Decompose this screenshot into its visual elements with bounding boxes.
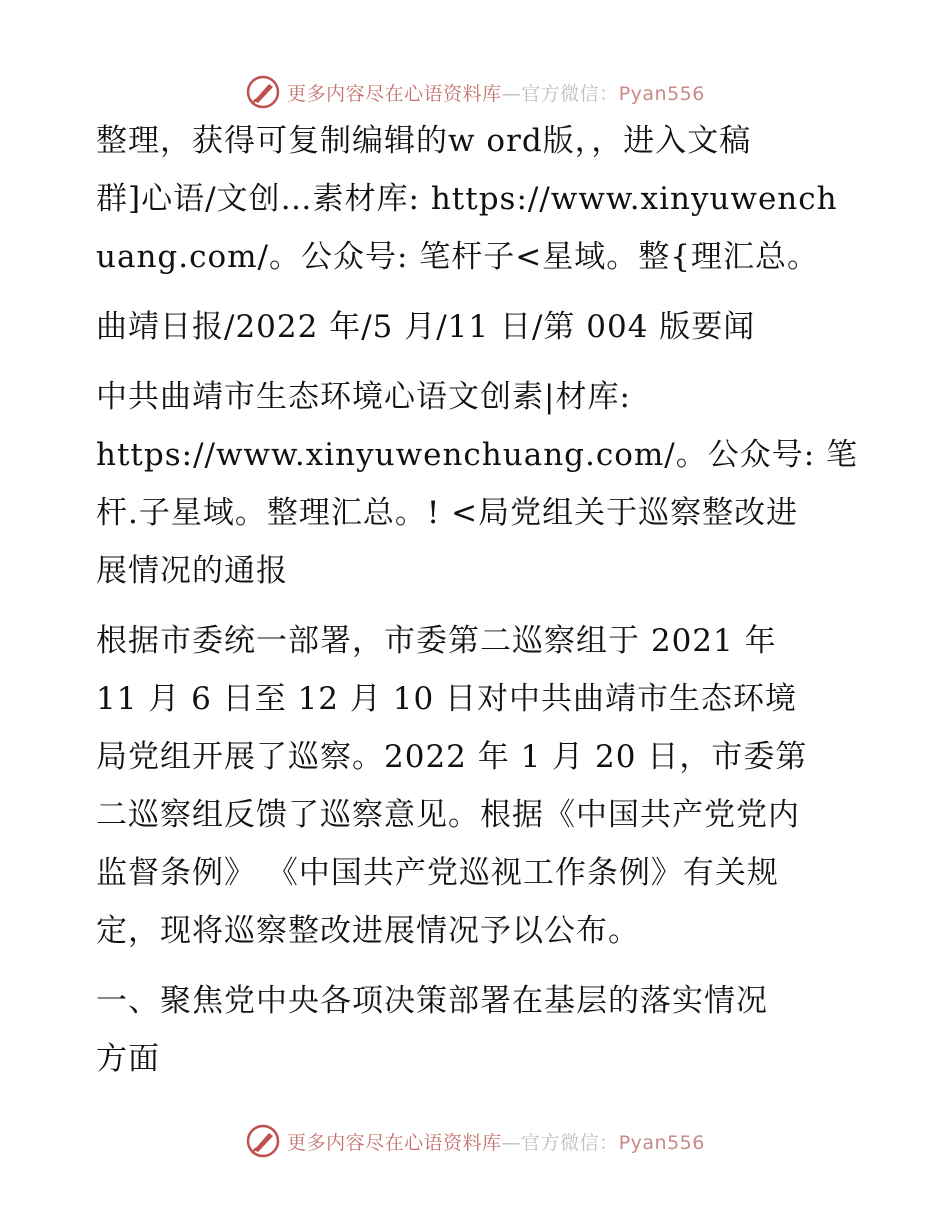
- document-body: [96, 112, 859, 1100]
- watermark-handle: Pyan556: [618, 1131, 705, 1154]
- watermark-text: [287, 1128, 705, 1155]
- text-line: 定，现将巡察整改进展情况予以公布。: [96, 913, 640, 949]
- text-line: 二巡察组反馈了巡察意见。根据《中国共产党党内: [96, 797, 800, 833]
- watermark-separator: —: [501, 82, 522, 105]
- text-line: uang.com/。公众号: 笔杆子<星域。整{理汇总。: [96, 239, 819, 275]
- text-line: 杆.子星域。整理汇总。! <局党组关于巡察整改进: [96, 495, 799, 531]
- quill-logo-icon: [245, 74, 281, 110]
- quill-logo-icon: [245, 1123, 281, 1159]
- paragraph-body: [96, 612, 856, 960]
- text-line: 局党组开展了巡察。2022 年 1 月 20 日，市委第: [96, 739, 808, 775]
- watermark-separator: —: [501, 1131, 522, 1154]
- text-line: 11 月 6 日至 12 月 10 日对中共曲靖市生态环境: [96, 681, 798, 717]
- watermark-wechat-label: 官方微信：: [521, 1131, 619, 1154]
- text-line: 中共曲靖市生态环境心语文创素|材库:: [96, 379, 631, 415]
- watermark-handle: Pyan556: [618, 82, 705, 105]
- paragraph-source: [96, 298, 856, 356]
- text-line: 监督条例》 《中国共产党巡视工作条例》有关规: [96, 855, 779, 891]
- text-line: 一、聚焦党中央各项决策部署在基层的落实情况: [96, 983, 768, 1019]
- paragraph-title: [96, 368, 859, 600]
- text-line: 群]心语/文创…素材库: https://www.xinyuwench: [96, 181, 838, 217]
- watermark-wechat-label: 官方微信：: [521, 82, 619, 105]
- watermark-text: [287, 79, 705, 106]
- watermark-brand: 更多内容尽在心语资料库: [287, 82, 502, 105]
- text-line: 根据市委统一部署，市委第二巡察组于 2021 年: [96, 623, 777, 659]
- footer-watermark: [0, 1121, 950, 1161]
- watermark-brand: 更多内容尽在心语资料库: [287, 1131, 502, 1154]
- text-line: 方面: [96, 1041, 160, 1077]
- text-line: 展情况的通报: [96, 553, 288, 589]
- paragraph-section-heading: [96, 972, 856, 1088]
- text-line: 曲靖日报/2022 年/5 月/11 日/第 004 版要闻: [96, 309, 756, 345]
- text-line: 整理，获得可复制编辑的w ord版，，进入文稿: [96, 123, 752, 159]
- header-watermark: [0, 72, 950, 112]
- text-line: https://www.xinyuwenchuang.com/。公众号: 笔: [96, 437, 859, 473]
- paragraph-intro-note: [96, 112, 856, 286]
